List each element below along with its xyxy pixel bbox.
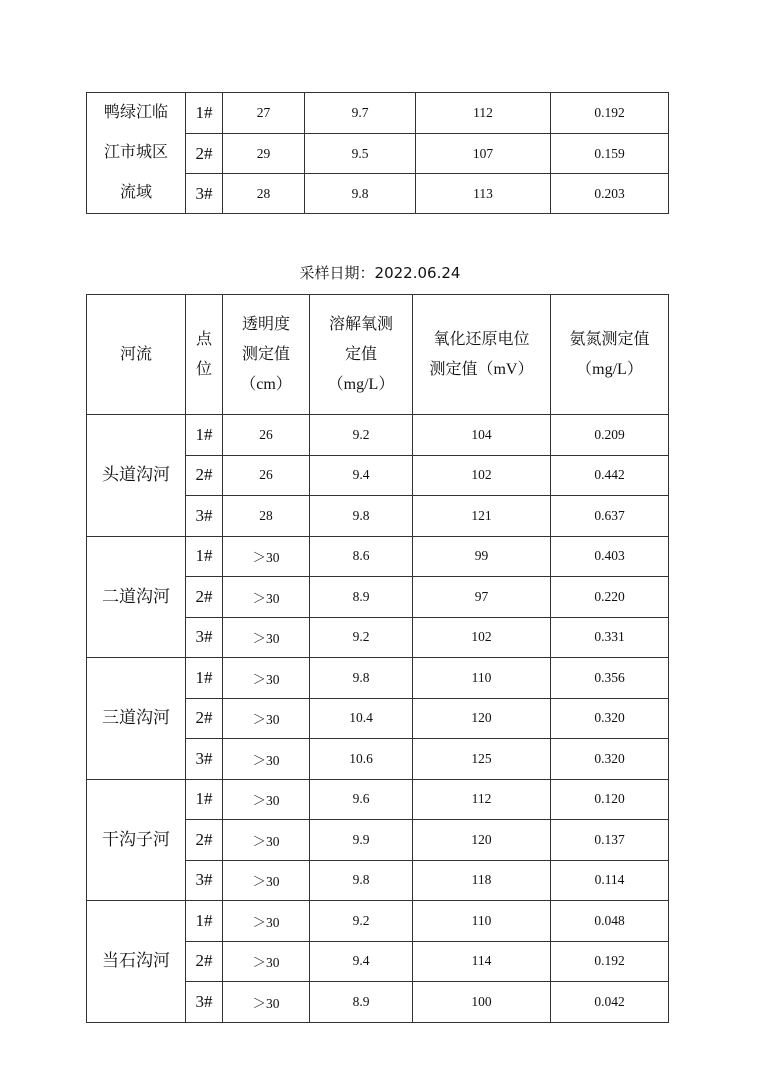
header-ammonia [551, 295, 669, 415]
ammonia-cell: 0.192 [551, 941, 669, 982]
point-cell: 2# [186, 941, 223, 982]
do-cell: 10.4 [310, 698, 413, 739]
point-cell: 3# [186, 617, 223, 658]
do-cell: 9.8 [305, 174, 416, 214]
ammonia-cell: 0.403 [551, 536, 669, 577]
ammonia-cell: 0.137 [551, 820, 669, 861]
orp-cell: 121 [413, 496, 551, 537]
transparency-cell: 27 [223, 93, 305, 134]
ammonia-cell: 0.320 [551, 698, 669, 739]
orp-cell: 120 [413, 698, 551, 739]
orp-cell: 120 [413, 820, 551, 861]
river-cell: 三道沟河 [87, 658, 186, 780]
header-line: 测定值 [241, 345, 290, 363]
ammonia-cell: 0.048 [551, 901, 669, 942]
ammonia-cell: 0.331 [551, 617, 669, 658]
point-cell: 2# [186, 134, 223, 174]
water-quality-table [86, 294, 669, 1023]
transparency-cell: 28 [223, 174, 305, 214]
point-cell: 1# [186, 901, 223, 942]
ammonia-cell: 0.120 [551, 779, 669, 820]
transparency-cell: ＞30 [223, 779, 310, 820]
point-cell: 1# [186, 658, 223, 699]
table-continuation [86, 92, 669, 214]
table-row [87, 901, 669, 942]
sampling-date-caption: 采样日期：2022.06.24 [299, 264, 461, 282]
river-cell: 干沟子河 [87, 779, 186, 901]
do-cell: 9.8 [310, 658, 413, 699]
ammonia-cell: 0.220 [551, 577, 669, 618]
header-line: 氨氮测定值 [569, 330, 650, 348]
orp-cell: 100 [413, 982, 551, 1023]
do-cell: 9.8 [310, 496, 413, 537]
point-cell: 2# [186, 455, 223, 496]
transparency-cell: ＞30 [223, 860, 310, 901]
header-line: （mg/L） [576, 360, 643, 378]
river-cell: 头道沟河 [87, 415, 186, 537]
table-row [87, 779, 669, 820]
table-body [87, 415, 669, 1023]
do-cell: 8.6 [310, 536, 413, 577]
header-line: （cm） [240, 375, 292, 393]
ammonia-cell: 0.637 [551, 496, 669, 537]
river-cell: 二道沟河 [87, 536, 186, 658]
orp-cell: 107 [416, 134, 551, 174]
header-line: 点 [195, 330, 212, 348]
orp-cell: 102 [413, 617, 551, 658]
do-cell: 9.7 [305, 93, 416, 134]
point-cell: 2# [186, 577, 223, 618]
header-line: 氧化还原电位 [433, 330, 530, 348]
orp-cell: 104 [413, 415, 551, 456]
orp-cell: 118 [413, 860, 551, 901]
point-cell: 3# [186, 496, 223, 537]
do-cell: 8.9 [310, 577, 413, 618]
transparency-cell: 26 [223, 455, 310, 496]
do-cell: 9.8 [310, 860, 413, 901]
river-cell: 当石沟河 [87, 901, 186, 1023]
table-header-row [87, 295, 669, 415]
do-cell: 9.9 [310, 820, 413, 861]
transparency-cell: ＞30 [223, 536, 310, 577]
orp-cell: 125 [413, 739, 551, 780]
point-cell: 1# [186, 779, 223, 820]
ammonia-cell: 0.209 [551, 415, 669, 456]
ammonia-cell: 0.356 [551, 658, 669, 699]
orp-cell: 112 [413, 779, 551, 820]
ammonia-cell: 0.320 [551, 739, 669, 780]
transparency-cell: ＞30 [223, 820, 310, 861]
point-cell: 3# [186, 739, 223, 780]
do-cell: 10.6 [310, 739, 413, 780]
header-dissolved-oxygen [310, 295, 413, 415]
ammonia-cell: 0.114 [551, 860, 669, 901]
transparency-cell: ＞30 [223, 982, 310, 1023]
do-cell: 8.9 [310, 982, 413, 1023]
header-transparency [223, 295, 310, 415]
transparency-cell: ＞30 [223, 941, 310, 982]
header-line: 位 [195, 360, 212, 378]
header-line: 测定值（mV） [429, 360, 534, 378]
table-row [87, 415, 669, 456]
orp-cell: 113 [416, 174, 551, 214]
orp-cell: 114 [413, 941, 551, 982]
point-cell: 1# [186, 93, 223, 134]
point-cell: 1# [186, 536, 223, 577]
header-line: 溶解氧测 [328, 315, 393, 333]
point-cell: 3# [186, 982, 223, 1023]
ammonia-cell: 0.159 [551, 134, 669, 174]
point-cell: 2# [186, 820, 223, 861]
transparency-cell: ＞30 [223, 901, 310, 942]
transparency-cell: ＞30 [223, 577, 310, 618]
do-cell: 9.2 [310, 901, 413, 942]
header-orp [413, 295, 551, 415]
header-river: 河流 [87, 295, 186, 415]
transparency-cell: 29 [223, 134, 305, 174]
ammonia-cell: 0.192 [551, 93, 669, 134]
do-cell: 9.2 [310, 415, 413, 456]
orp-cell: 102 [413, 455, 551, 496]
transparency-cell: ＞30 [223, 617, 310, 658]
header-point [186, 295, 223, 415]
do-cell: 9.4 [310, 941, 413, 982]
transparency-cell: ＞30 [223, 739, 310, 780]
point-cell: 3# [186, 174, 223, 214]
do-cell: 9.2 [310, 617, 413, 658]
transparency-cell: 28 [223, 496, 310, 537]
point-cell: 2# [186, 698, 223, 739]
orp-cell: 112 [416, 93, 551, 134]
orp-cell: 110 [413, 901, 551, 942]
river-line: 江市城区 [103, 144, 168, 161]
transparency-cell: ＞30 [223, 658, 310, 699]
do-cell: 9.6 [310, 779, 413, 820]
river-line: 鸭绿江临 [103, 104, 168, 121]
header-line: 定值 [344, 345, 377, 363]
orp-cell: 99 [413, 536, 551, 577]
ammonia-cell: 0.203 [551, 174, 669, 214]
orp-cell: 97 [413, 577, 551, 618]
table-row [87, 658, 669, 699]
river-line: 流域 [119, 184, 152, 201]
ammonia-cell: 0.042 [551, 982, 669, 1023]
do-cell: 9.4 [310, 455, 413, 496]
river-cell [87, 93, 186, 214]
table-row [87, 536, 669, 577]
header-line: （mg/L） [327, 375, 395, 393]
header-line: 透明度 [241, 315, 290, 333]
point-cell: 1# [186, 415, 223, 456]
point-cell: 3# [186, 860, 223, 901]
transparency-cell: ＞30 [223, 698, 310, 739]
orp-cell: 110 [413, 658, 551, 699]
table-row [87, 93, 669, 134]
transparency-cell: 26 [223, 415, 310, 456]
do-cell: 9.5 [305, 134, 416, 174]
ammonia-cell: 0.442 [551, 455, 669, 496]
